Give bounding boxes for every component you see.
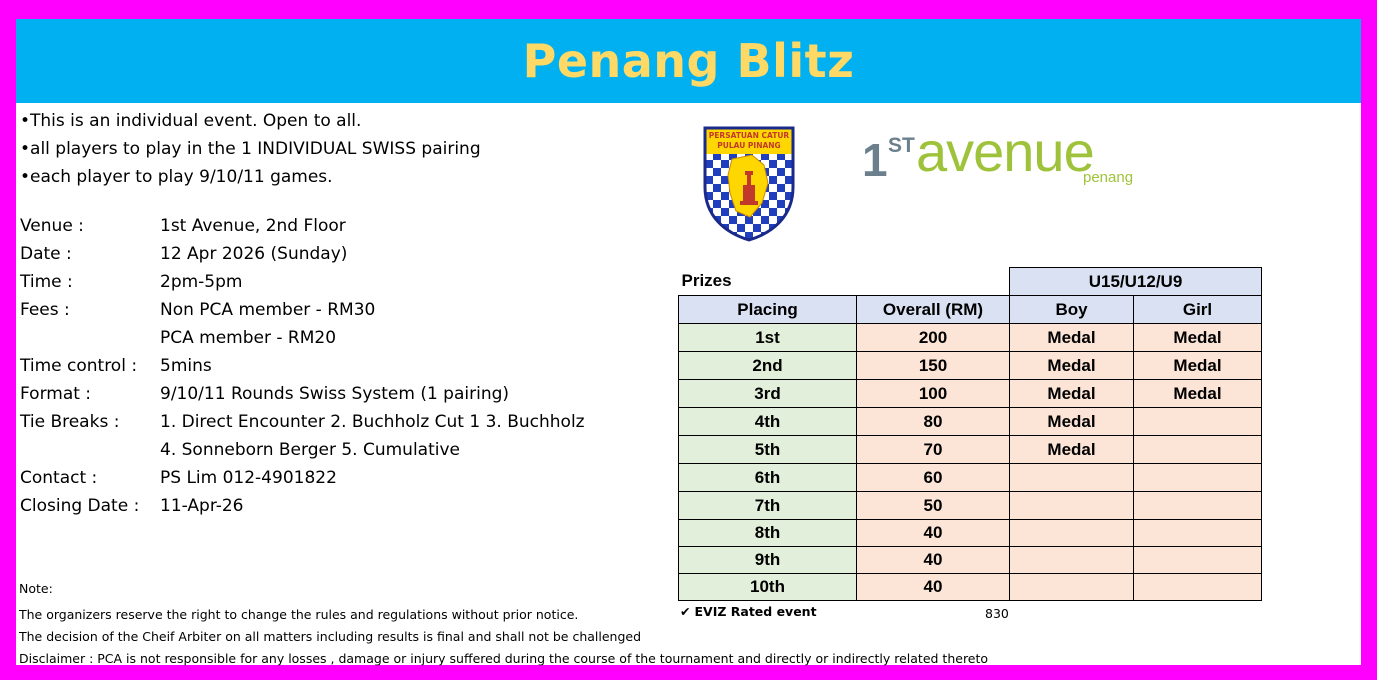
boy-cell: Medal: [1010, 380, 1134, 408]
info-row-venue: [20, 212, 585, 240]
info-value: 1st Avenue, 2nd Floor: [160, 216, 346, 236]
avenue-logo-word: avenue: [916, 120, 1094, 183]
overall-cell: 60: [857, 464, 1010, 492]
info-value: 11-Apr-26: [160, 496, 244, 516]
prize-column-headers: [679, 296, 1262, 324]
info-value: Non PCA member - RM30: [160, 300, 376, 320]
boy-cell: Medal: [1010, 408, 1134, 436]
prize-row: [679, 436, 1262, 464]
placing-cell: 5th: [679, 436, 857, 464]
avenue-logo-one: 1: [862, 134, 886, 186]
bullet-line: •each player to play 9/10/11 games.: [20, 167, 333, 187]
info-label: Date :: [20, 244, 72, 264]
placing-cell: 8th: [679, 520, 857, 547]
boy-cell: [1010, 492, 1134, 520]
first-avenue-logo: [862, 120, 1134, 189]
info-row-tie-breaks-cont: [20, 436, 585, 464]
overall-cell: 150: [857, 352, 1010, 380]
info-value: 2pm-5pm: [160, 272, 243, 292]
girl-cell: Medal: [1134, 380, 1262, 408]
placing-cell: 9th: [679, 547, 857, 574]
prize-row: [679, 574, 1262, 601]
placing-cell: 2nd: [679, 352, 857, 380]
info-label: Time :: [20, 272, 73, 292]
prize-row: [679, 464, 1262, 492]
girl-cell: Medal: [1134, 324, 1262, 352]
column-header-placing: Placing: [679, 296, 857, 324]
girl-cell: [1134, 574, 1262, 601]
info-row-closing-date: [20, 492, 585, 520]
girl-cell: [1134, 464, 1262, 492]
info-value: 9/10/11 Rounds Swiss System (1 pairing): [160, 384, 510, 404]
girl-cell: [1134, 547, 1262, 574]
info-row-tie-breaks: [20, 408, 585, 436]
rated-event-note: [680, 604, 817, 619]
column-header-overall: Overall (RM): [857, 296, 1010, 324]
info-value: 4. Sonneborn Berger 5. Cumulative: [160, 440, 460, 460]
bullet-line: •all players to play in the 1 INDIVIDUAL SWISS pairing: [20, 139, 481, 159]
girl-cell: [1134, 408, 1262, 436]
overall-cell: 40: [857, 520, 1010, 547]
boy-cell: Medal: [1010, 324, 1134, 352]
placing-cell: 6th: [679, 464, 857, 492]
boy-cell: Medal: [1010, 436, 1134, 464]
girl-cell: [1134, 492, 1262, 520]
boy-cell: [1010, 464, 1134, 492]
event-details: [20, 212, 585, 520]
avenue-logo-sub: penang: [1083, 169, 1134, 186]
girl-cell: [1134, 436, 1262, 464]
checkmark-icon: ✔: [680, 604, 691, 619]
girl-cell: [1134, 520, 1262, 547]
placing-cell: 10th: [679, 574, 857, 601]
info-row-date: [20, 240, 585, 268]
column-header-boy: Boy: [1010, 296, 1134, 324]
info-row-contact: [20, 464, 585, 492]
info-label: Time control :: [20, 356, 138, 376]
rated-event-label: EVIZ Rated event: [694, 604, 817, 619]
overall-cell: 100: [857, 380, 1010, 408]
info-row-format: [20, 380, 585, 408]
boy-cell: [1010, 520, 1134, 547]
overall-cell: 50: [857, 492, 1010, 520]
boy-cell: Medal: [1010, 352, 1134, 380]
note-heading: Note:: [19, 581, 53, 596]
prize-row: [679, 492, 1262, 520]
info-value: PS Lim 012-4901822: [160, 468, 337, 488]
pca-crest-logo: [702, 125, 796, 243]
info-value: 12 Apr 2026 (Sunday): [160, 244, 348, 264]
event-title: Penang Blitz: [522, 34, 855, 88]
age-group-header: U15/U12/U9: [1010, 268, 1262, 296]
prize-row: [679, 380, 1262, 408]
info-label: Closing Date :: [20, 496, 140, 516]
prize-table: [678, 267, 1262, 601]
overall-cell: 40: [857, 547, 1010, 574]
boy-cell: [1010, 574, 1134, 601]
overall-cell: 200: [857, 324, 1010, 352]
note-line: Disclaimer : PCA is not responsible for any losses , damage or injury suffered during the course of the tournament and directly or indirectly related thereto: [19, 651, 989, 666]
note-line: The decision of the Cheif Arbiter on all matters including results is final and shall not be challenged: [19, 629, 642, 644]
note-line: The organizers reserve the right to change the rules and regulations without prior notice.: [19, 607, 579, 622]
poster-sheet: [16, 19, 1361, 665]
info-row-time-control: [20, 352, 585, 380]
column-header-girl: Girl: [1134, 296, 1262, 324]
avenue-logo-st: ST: [888, 134, 915, 157]
title-banner: [16, 19, 1361, 103]
info-label: Tie Breaks :: [20, 412, 120, 432]
prize-row: [679, 520, 1262, 547]
pca-logo-text-top: PERSATUAN CATUR: [708, 131, 790, 140]
info-label: Venue :: [20, 216, 84, 236]
reference-code: 830: [985, 606, 1009, 621]
prize-row: [679, 547, 1262, 574]
info-label: Fees :: [20, 300, 70, 320]
event-bullets: [20, 107, 481, 191]
prizes-title: Prizes: [679, 268, 1010, 296]
info-value: PCA member - RM20: [160, 328, 337, 348]
info-row-time: [20, 268, 585, 296]
placing-cell: 7th: [679, 492, 857, 520]
prize-row: [679, 408, 1262, 436]
overall-cell: 40: [857, 574, 1010, 601]
pca-logo-text-bottom: PULAU PINANG: [717, 141, 781, 150]
info-row-fees: [20, 296, 585, 324]
info-label: [20, 324, 160, 352]
bullet-line: •This is an individual event. Open to all.: [20, 111, 362, 131]
girl-cell: Medal: [1134, 352, 1262, 380]
placing-cell: 1st: [679, 324, 857, 352]
placing-cell: 3rd: [679, 380, 857, 408]
overall-cell: 80: [857, 408, 1010, 436]
info-row-fees-member: [20, 324, 585, 352]
prize-header-row-top: [679, 268, 1262, 296]
placing-cell: 4th: [679, 408, 857, 436]
prize-table-container: [678, 267, 1262, 601]
boy-cell: [1010, 547, 1134, 574]
prize-row: [679, 324, 1262, 352]
prize-row: [679, 352, 1262, 380]
info-label: Contact :: [20, 468, 98, 488]
info-value: 1. Direct Encounter 2. Buchholz Cut 1 3. Buchholz: [160, 412, 585, 432]
info-label: [20, 436, 160, 464]
info-label: Format :: [20, 384, 92, 404]
overall-cell: 70: [857, 436, 1010, 464]
info-value: 5mins: [160, 356, 212, 376]
